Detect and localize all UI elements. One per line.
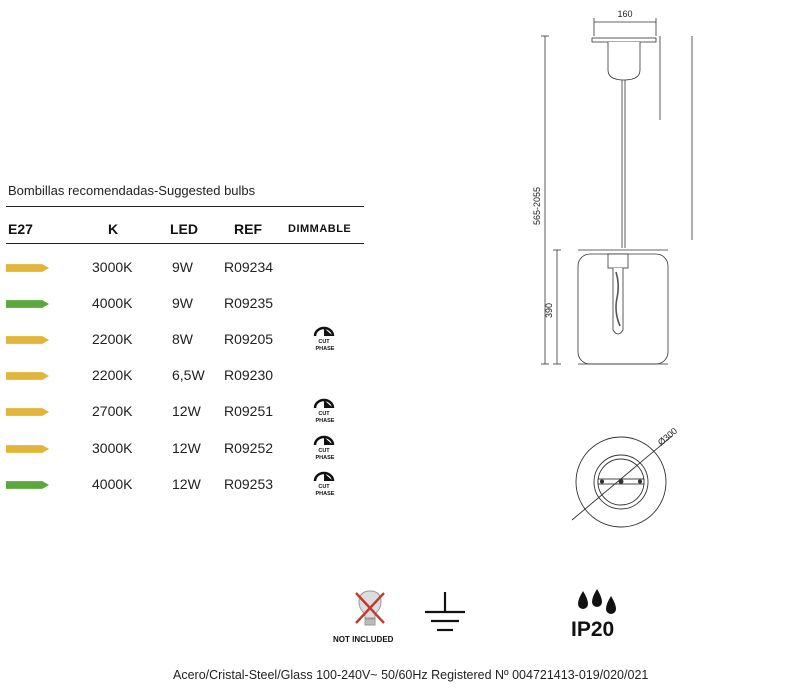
cut-label: CUT xyxy=(318,411,330,417)
phase-label: PHASE xyxy=(315,418,335,424)
bulb-color-arrow-icon xyxy=(6,371,50,381)
cell-led-power: 12W xyxy=(172,403,201,419)
cell-led-power: 12W xyxy=(172,440,201,456)
cell-color-temp: 2200K xyxy=(92,331,133,347)
top-view-drawing xyxy=(560,420,700,530)
diameter-label: Ø300 xyxy=(655,425,680,448)
cell-led-power: 12W xyxy=(172,476,201,492)
cell-ref: R09253 xyxy=(224,476,274,492)
cell-ref: R09205 xyxy=(224,331,274,347)
cell-led-power: 8W xyxy=(172,331,193,347)
table-header-rule xyxy=(6,243,364,244)
cut-phase-dimmer-icon xyxy=(311,326,341,354)
bulbs-title: Bombillas recomendadas-Suggested bulbs xyxy=(8,183,256,198)
header-ref: REF xyxy=(234,221,262,237)
bulb-color-arrow-icon xyxy=(6,480,50,490)
water-drops-icon xyxy=(576,587,620,615)
cell-color-temp: 3000K xyxy=(92,259,133,275)
bulb-color-arrow-icon xyxy=(6,444,50,454)
footer-specs: Acero/Cristal-Steel/Glass 100-240V~ 50/60Hz Registered Nº 004721413-019/020/021 xyxy=(173,668,649,682)
total-height-label: 565-2055 xyxy=(532,186,542,225)
bulb-color-arrow-icon xyxy=(6,335,50,345)
phase-label: PHASE xyxy=(315,346,335,352)
cut-label: CUT xyxy=(318,448,330,454)
cut-phase-dimmer-icon xyxy=(311,471,341,499)
phase-label: PHASE xyxy=(315,455,335,461)
cell-ref: R09235 xyxy=(224,295,274,311)
cut-label: CUT xyxy=(318,339,330,345)
cell-led-power: 9W xyxy=(172,259,193,275)
header-k: K xyxy=(108,221,119,237)
cut-label: CUT xyxy=(318,484,330,490)
table-top-rule xyxy=(6,206,364,207)
cell-ref: R09230 xyxy=(224,367,274,383)
ip-rating-label: IP20 xyxy=(571,618,615,641)
bulb-color-arrow-icon xyxy=(6,263,50,273)
cell-color-temp: 3000K xyxy=(92,440,133,456)
bulb-color-arrow-icon xyxy=(6,299,50,309)
bulb-not-included-icon xyxy=(350,587,390,631)
cell-color-temp: 4000K xyxy=(92,476,133,492)
cell-color-temp: 2700K xyxy=(92,403,133,419)
shade-height-label: 390 xyxy=(544,302,554,318)
cell-led-power: 6,5W xyxy=(172,367,205,383)
canopy-width-label: 160 xyxy=(617,9,633,19)
earth-ground-icon xyxy=(420,592,470,638)
cell-led-power: 9W xyxy=(172,295,193,311)
bulb-color-arrow-icon xyxy=(6,407,50,417)
cell-ref: R09251 xyxy=(224,403,274,419)
lamp-holder xyxy=(608,254,628,268)
cut-phase-dimmer-icon xyxy=(311,435,341,463)
header-e27: E27 xyxy=(8,221,33,237)
canopy-plate xyxy=(592,38,656,42)
cell-color-temp: 2200K xyxy=(92,367,133,383)
header-dimmable: DIMMABLE xyxy=(288,223,352,235)
header-led: LED xyxy=(170,221,198,237)
cell-color-temp: 4000K xyxy=(92,295,133,311)
cut-phase-dimmer-icon xyxy=(311,398,341,426)
cell-ref: R09252 xyxy=(224,440,274,456)
not-included-label: NOT INCLUDED xyxy=(333,635,394,644)
cell-ref: R09234 xyxy=(224,259,274,275)
canopy-cup xyxy=(608,42,640,80)
phase-label: PHASE xyxy=(315,491,335,497)
